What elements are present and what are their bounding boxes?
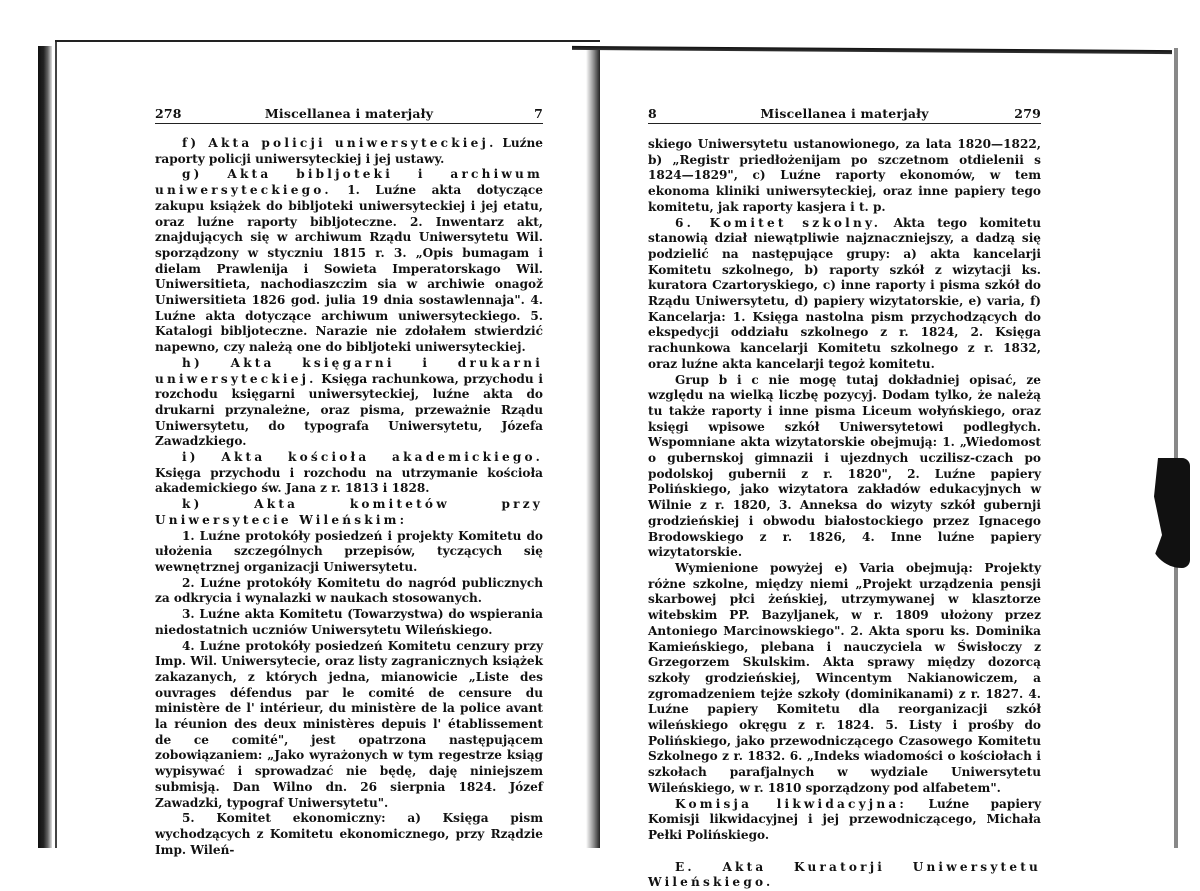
spaced-heading: Komisja likwidacyjna: xyxy=(675,796,908,811)
paragraph-text: Grup b i c nie mogę tutaj dokładniej opisać, ze względu na wielką liczbę pozycyj. Dodam tylko, że należą tu także raporty i inne pisma Liceum wołyńskiego, oraz księgi wpisowe szkół Uniwersytetowi podległych. Wspomniane akta wizytatorskie obejmują: 1. „Wiedomost o gubernskoj gimnazii i ujezdnych uczilisz-czach po podolskoj gubernii z r. 1820", 2. Luźne papiery Polińskiego, jako wizytatora zakładów edukacyjnych w Wilnie z r. 1820, 3. Anneksa do wizyty szkół gubernji grodzieńskiej i obwodu białostockiego przez Ignacego Brodowskiego z r. 1826, 4. Inne luźne papiery wizytatorskie. xyxy=(648,372,1041,560)
paragraph xyxy=(648,561,1041,797)
paragraph xyxy=(155,811,543,858)
spaced-heading: 6. Komitet szkolny. xyxy=(675,215,882,230)
scan-edge-top-left xyxy=(55,40,600,42)
right-page xyxy=(600,0,1200,890)
paragraph xyxy=(648,373,1041,561)
paragraph xyxy=(155,639,543,812)
spacer xyxy=(648,844,1041,860)
paragraph xyxy=(155,450,543,497)
running-title: Miscellanea i materjały xyxy=(760,106,929,121)
paragraph-text: 5. Komitet ekonomiczny: a) Księga pism wychodzących z Komitetu ekonomicznego, przy Rządzie Imp. Wileń- xyxy=(155,811,543,857)
scan-shadow-left xyxy=(38,46,52,848)
paragraph xyxy=(155,136,543,167)
paragraph xyxy=(155,607,543,638)
spaced-heading: i) Akta kościoła akademickiego. xyxy=(182,450,543,465)
paragraph xyxy=(648,137,1041,216)
paragraph xyxy=(155,167,543,355)
left-page xyxy=(0,0,600,857)
spaced-heading: h) Akta księgarni i drukarni uniwersyteckiej. xyxy=(155,355,543,386)
paragraph-text: Księga rachunkowa, przychodu i rozchodu księgarni uniwersyteckiej, luźne akta do drukarni przynależne, oraz pisma, przeważnie Rządu Uniwersytetu, do typografa Uniwersytetu, Józefa Zawadzkiego. xyxy=(155,371,543,449)
paragraph-text: 1. Luźne akta dotyczące zakupu książek do bibljoteki uniwersyteckiej i jej etatu, oraz luźne raporty bibljoteczne. 2. Inwentarz akt, znajdujących się w archiwum Rządu Uniwersytetu Wil. sporządzony w styczniu 1815 r. 3. „Opis bumagam i dielam Prawlenija i Sowieta Imperatorskago Wil. Uniwersitieta, nachodiaszczim sia w archiwie onagož Uniwersitieta 1826 god. julia 19 dnia sostawlennaja". 4. Luźne akta dotyczące archiwum uniwersyteckiego. 5. Katalogi bibljoteczne. Narazie nie zdołałem stwierdzić napewno, czy należą one do bibljoteki uniwersyteckiej. xyxy=(155,183,543,355)
header-rule xyxy=(648,123,1041,124)
section-number: 7 xyxy=(534,106,543,121)
spaced-heading: g) Akta bibljoteki i archiwum uniwersyteckiego. xyxy=(155,167,543,198)
paragraph xyxy=(155,529,543,576)
paragraph-text: Wymienione powyżej e) Varia obejmują: Projekty różne szkolne, między niemi „Projekt urządzenia pensji skarbowej płci żeńskiej, utrzymywanej w klasztorze witebskim PP. Bazyljanek, w r. 1809 ułożony przez Antoniego Marcinowskiego". 2. Akta sporu ks. Dominika Kamieńskiego, plebana i nauczyciela w Świsłoczy z Grzegorzem Skulskim. Akta sprawy między dozorcą szkoły grodzieńskiej, Wincentym Nakianowiczem, a zgromadzeniem tejże szkoły (dominikanami) z r. 1827. 4. Luźne papiery Komitetu dla reorganizacji szkół wileńskiego okręgu z r. 1824. 5. Listy i prośby do Polińskiego, jako przewodniczącego Czasowego Komitetu Szkolnego z r. 1832. 6. „Indeks wiadomości o kościołach i szkołach parafjalnych w wydziale Uniwersytetu Wileńskiego, w r. 1810 sporządzony pod alfabetem". xyxy=(648,560,1041,795)
spaced-heading: k) Akta komitetów przy Uniwersytecie Wileńskim: xyxy=(155,497,543,527)
paragraph xyxy=(155,576,543,607)
paragraph-text: Luźne raporty policji uniwersyteckiej i jej ustawy. xyxy=(155,136,543,166)
scan-edge-right xyxy=(1174,48,1178,848)
spaced-heading: f) Akta policji uniwersyteckiej. xyxy=(182,136,497,150)
scan-edge-left xyxy=(55,40,57,848)
body-text-right xyxy=(648,137,1041,891)
paragraph-text: 3. Luźne akta Komitetu (Towarzystwa) do wspierania niedostatnich uczniów Uniwersytetu Wileńskiego. xyxy=(155,607,543,637)
running-title: Miscellanea i materjały xyxy=(264,106,434,121)
section-heading xyxy=(648,860,1041,891)
paragraph-text: skiego Uniwersytetu ustanowionego, za lata 1820—1822, b) „Registr priedłożenijam po szczetnom otdielenii s 1824—1829", c) Luźne raporty ekonomów, w tem ekonoma kliniki uniwersyteckiej, oraz inne papiery tego komitetu, jak raporty kasjera i t. p. xyxy=(648,137,1041,214)
gutter-shadow-left xyxy=(586,48,600,848)
paragraph-text: Luźne papiery Komisji likwidacyjnej i jej przewodniczącego, Michała Pełki Polińskiego. xyxy=(648,796,1042,842)
page-number: 278 xyxy=(155,106,182,121)
page-number: 279 xyxy=(1014,106,1041,121)
paragraph xyxy=(648,797,1041,844)
paragraph-text: 1. Luźne protokóły posiedzeń i projekty Komitetu do ułożenia szczególnych przepisów, tyczących się wewnętrznej organizacji Uniwersytetu. xyxy=(155,528,543,574)
paragraph xyxy=(648,216,1041,373)
paragraph-text: 4. Luźne protokóły posiedzeń Komitetu cenzury przy Imp. Wil. Uniwersytecie, oraz listy zagranicznych książek zakazanych, z których jedna, mianowicie „Liste des ouvrages défendus par le comité de censure du ministère de l' intérieur, du ministère de la police avant la réunion des deux ministères depuis l' établissement de ce comité", jest opatrzona następującem zobowiązaniem: „Jako wyrażonych w tym regestrze ksiąg wypisywać i sprowadzać nie będę, daję niniejszem submisją. Dan Wilno dn. 26 sierpnia 1824. Józef Zawadzki, typograf Uniwersytetu". xyxy=(155,638,543,810)
section-number: 8 xyxy=(648,106,657,121)
paragraph xyxy=(155,356,543,450)
paragraph-text: Akta tego komitetu stanowią dział niewątpliwie najznaczniejszy, a dadzą się podzielić na następujące grupy: a) akta kancelarji Komitetu szkolnego, b) raporty szkół z wizytacji ks. kuratora Czartoryskiego, c) inne raporty i pisma szkół do Rządu Uniwersytetu, d) papiery wizytatorskie, e) varia, f) Kancelarja: 1. Księga nastolna pism przychodzących do ekspedycji oddziału szkolnego z r. 1824, 2. Księga rachunkowa kancelarji Komitetu szkolnego z r. 1832, oraz luźne akta kancelarji tegoż komitetu. xyxy=(648,215,1041,371)
paragraph-text: Księga przychodu i rozchodu na utrzymanie kościoła akademickiego św. Jana z r. 1813 i 1828. xyxy=(155,465,543,496)
paragraph xyxy=(155,497,543,528)
paragraph-text: 2. Luźne protokóły Komitetu do nagród publicznych za odkrycia i wynalazki w naukach stosowanych. xyxy=(155,575,543,606)
spaced-heading: E. Akta Kuratorji Uniwersytetu Wileńskiego. xyxy=(648,859,1041,890)
header-rule xyxy=(155,123,543,124)
body-text-left xyxy=(155,136,543,858)
